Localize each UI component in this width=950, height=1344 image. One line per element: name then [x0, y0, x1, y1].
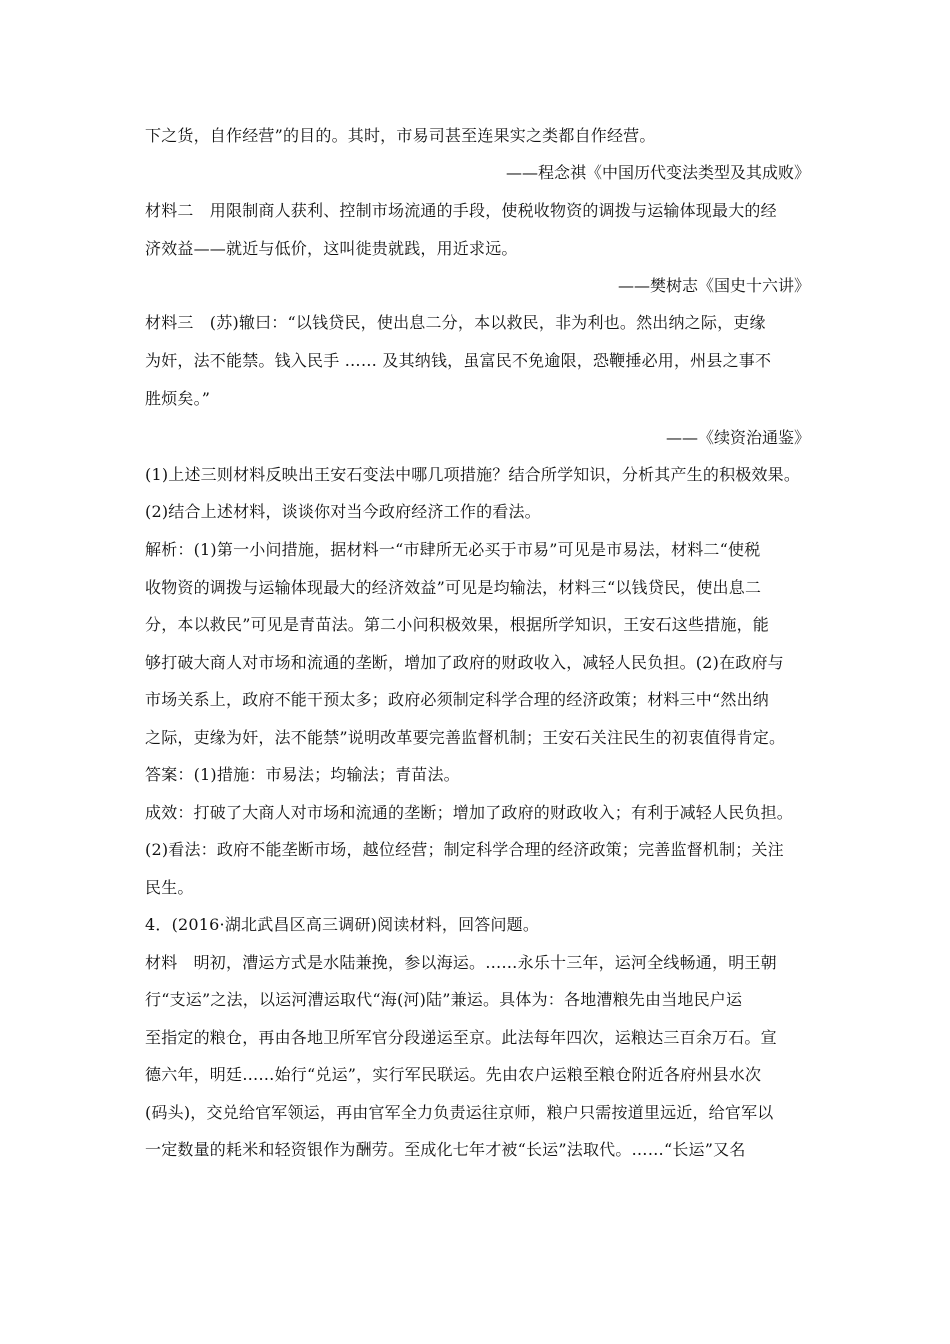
analysis-line: 够打破大商人对市场和流通的垄断，增加了政府的财政收入，减轻人民负担。(2)在政府与 [145, 653, 784, 672]
answer-line: (2)看法：政府不能垄断市场，越位经营；制定科学合理的经济政策；完善监督机制；关注 [145, 840, 784, 859]
source-citation: ——《续资治通鉴》 [665, 428, 810, 447]
question-heading: 4．(2016·湖北武昌区高三调研)阅读材料，回答问题。 [145, 915, 540, 934]
question-line: (2)结合上述材料，谈谈你对当今政府经济工作的看法。 [145, 502, 541, 521]
analysis-line: 解析：(1)第一小问措施，据材料一“市肆所无必买于市易”可见是市易法，材料二“使税 [145, 540, 761, 559]
source-citation: ——樊树志《国史十六讲》 [617, 276, 810, 295]
analysis-line: 收物资的调拨与运输体现最大的经济效益”可见是均输法，材料三“以钱贷民，使出息二 [145, 578, 762, 597]
text-line: 材料三 (苏)辙曰：“以钱贷民，使出息二分，本以救民，非为利也。然出纳之际，吏缘 [145, 313, 766, 332]
material-line: 德六年，明廷……始行“兑运”，实行军民联运。先由农户运粮至粮仓附近各府州县水次 [145, 1065, 762, 1084]
analysis-line: 之际，吏缘为奸，法不能禁”说明改革要完善监督机制；王安石关注民生的初衷值得肯定。 [145, 728, 786, 747]
material-line: 行“支运”之法，以运河漕运取代“海(河)陆”兼运。具体为：各地漕粮先由当地民户运 [145, 990, 743, 1009]
answer-line: 成效：打破了大商人对市场和流通的垄断；增加了政府的财政收入；有利于减轻人民负担。 [145, 803, 794, 822]
answer-line: 民生。 [145, 878, 194, 897]
analysis-line: 分，本以救民”可见是青苗法。第二小问积极效果，根据所学知识，王安石这些措施，能 [145, 615, 769, 634]
answer-line: 答案：(1)措施：市易法；均输法；青苗法。 [145, 765, 460, 784]
text-line: 为奸，法不能禁。钱入民手 …… 及其纳钱，虽富民不免逾限，恐鞭捶必用，州县之事不 [145, 351, 772, 370]
text-line: 下之货，自作经营”的目的。其时，市易司甚至连果实之类都自作经营。 [145, 126, 656, 145]
text-line: 胜烦矣。” [145, 389, 211, 408]
text-line: 材料二 用限制商人获利、控制市场流通的手段，使税收物资的调拨与运输体现最大的经 [145, 201, 777, 220]
question-line: (1)上述三则材料反映出王安石变法中哪几项措施？结合所学知识，分析其产生的积极效果。 [145, 465, 801, 484]
material-line: (码头)，交兑给官军领运，再由官军全力负责运往京师，粮户只需按道里远近，给官军以 [145, 1103, 774, 1122]
analysis-line: 市场关系上，政府不能干预太多；政府必须制定科学合理的经济政策；材料三中“然出纳 [145, 690, 769, 709]
material-line: 至指定的粮仓，再由各地卫所军官分段递运至京。此法每年四次，运粮达三百余万石。宣 [145, 1028, 777, 1047]
material-line: 材料 明初，漕运方式是水陆兼挽，参以海运。……永乐十三年，运河全线畅通，明王朝 [145, 953, 777, 972]
material-line: 一定数量的耗米和轻资银作为酬劳。至成化七年才被“长运”法取代。……“长运”又名 [145, 1140, 746, 1159]
source-citation: ——程念祺《中国历代变法类型及其成败》 [505, 163, 810, 182]
text-line: 济效益——就近与低价，这叫徙贵就践，用近求远。 [145, 239, 518, 258]
